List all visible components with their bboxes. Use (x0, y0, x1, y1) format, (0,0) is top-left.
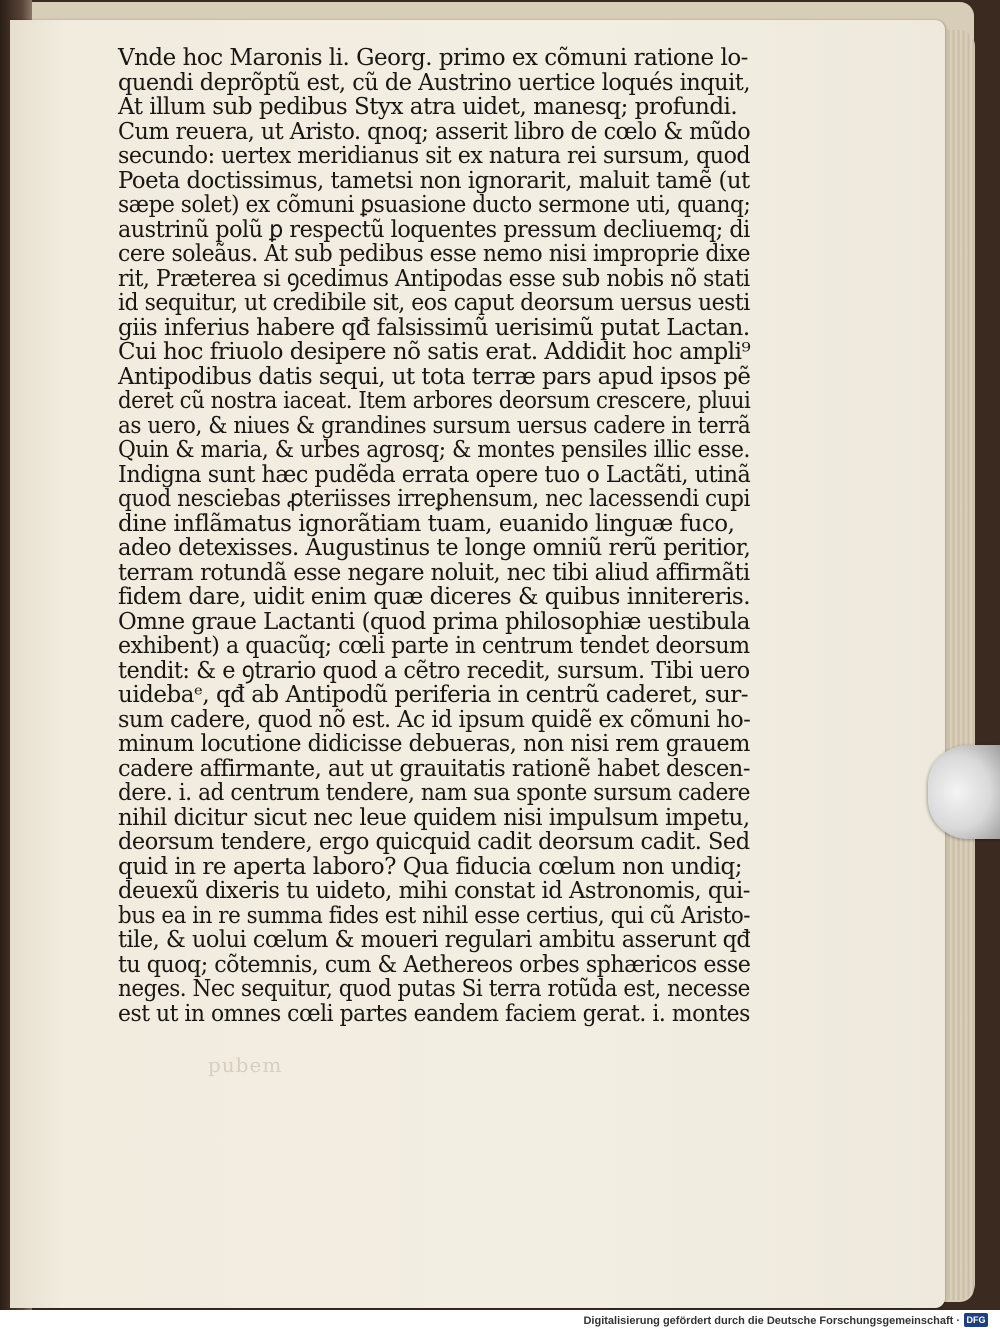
text-line: deorsum tendere, ergo quicquid cadit deorsum cadit. Sed (118, 829, 750, 855)
text-line: Vnde hoc Maronis li. Georg. primo ex cõmuni ratione lo- (118, 45, 748, 71)
text-line: sæpe solet) ex cõmuni ꝑsuasione ducto sermone uti, quanq; (118, 192, 751, 218)
page-text-block (118, 46, 750, 1026)
text-line: dine inflãmatus ignorãtiam tuam, euanido linguæ fuco, (118, 510, 735, 537)
text-line: cadere affirmante, aut ut grauitatis rationẽ habet descen- (118, 755, 750, 782)
text-line: terram rotundã esse negare noluit, nec tibi aliud affirmãti (118, 559, 750, 586)
text-line: Indigna sunt hæc pudẽda errata opere tuo o Lactãti, utinã (118, 461, 751, 488)
bleed-through-text: pubem (208, 1053, 283, 1077)
text-line: tu quoq; cõtemnis, cum & Aethereos orbes sphæricos esse (118, 951, 751, 978)
text-line: adeo detexisses. Augustinus te longe omniũ rerũ peritior, (118, 535, 751, 561)
text-line: Cui hoc friuolo desipere nõ satis erat. Addidit hoc ampli⁹ (118, 339, 751, 365)
text-line: id sequitur, ut credibile sit, eos caput deorsum uersus uesti (118, 290, 750, 316)
text-line: bus ea in re summa fides est nihil esse certius, qui cũ Aristo- (118, 902, 751, 929)
text-line: Cum reuera, ut Aristo. qnoq; asserit libro de cœlo & mũdo (118, 118, 751, 145)
text-line: Antipodibus datis sequi, ut tota terræ pars apud ipsos pẽ (118, 363, 751, 390)
text-line: uidebaᵉ, qđ ab Antipodũ periferia in centrũ caderet, sur- (118, 682, 749, 708)
text-line: tile, & uolui cœlum & moueri regulari ambitu asserunt qđ (118, 927, 751, 953)
text-line: giis inferius habere qđ falsissimũ uerisimũ putat Lactan. (118, 314, 750, 341)
text-line: cere soleãus. At sub pedibus esse nemo nisi improprie dixe (118, 241, 750, 267)
dfg-logo: DFG (964, 1313, 988, 1327)
text-line: minum locutione didicisse debueras, non nisi rem grauem (118, 731, 750, 757)
text-line: deret cũ nostra iaceat. Item arbores deorsum crescere, pluui (118, 388, 751, 414)
text-line: nihil dicitur sicut nec leue quidem nisi impulsum impetu, (118, 804, 750, 831)
text-line: At illum sub pedibus Styx atra uidet, manesq; profundi. (118, 94, 738, 120)
text-line: exhibent) a quacũq; cœli parte in centrum tendet deorsum (118, 633, 750, 659)
text-line: as uero, & niues & grandines sursum uersus cadere in terrã (118, 412, 751, 439)
page-clip (928, 745, 1000, 839)
text-line: austrinũ polũ ꝑ respectũ loquentes pressum decliuemq; di (118, 216, 750, 243)
footer-credit: Digitalisierung gefördert durch die Deutsche Forschungsgemeinschaft · (583, 1315, 960, 1327)
text-line: Poeta doctissimus, tametsi non ignorarit, maluit tamẽ (ut (118, 167, 750, 194)
text-line: tendit: & e ꝯtrario quod a cẽtro recedit, sursum. Tibi uero (118, 657, 750, 684)
text-line: quendi deprõptũ est, cũ de Austrino uertice loqués inquit, (118, 69, 750, 96)
page-edges (945, 30, 975, 1300)
text-line: Quin & maria, & urbes agrosq; & montes pensiles illic esse. (118, 437, 750, 463)
text-line: est ut in omnes cœli partes eandem faciem gerat. i. montes (118, 1000, 750, 1027)
text-line: sum cadere, quod nõ est. Ac id ipsum quidẽ ex cõmuni ho- (118, 706, 751, 733)
text-line: quod nesciebas ꝓteriisses irreꝑhensum, nec lacessendi cupi (118, 486, 750, 512)
text-line: secundo: uertex meridianus sit ex natura rei sursum, quod (118, 143, 751, 169)
text-line: fidem dare, uidit enim quæ diceres & quibus innitereris. (118, 584, 751, 610)
text-line: neges. Nec sequitur, quod putas Si terra rotũda est, necesse (118, 976, 750, 1002)
text-line: dere. i. ad centrum tendere, nam sua sponte sursum cadere (118, 780, 751, 806)
text-line: rit, Præterea si ꝯcedimus Antipodas esse sub nobis nõ stati (118, 265, 750, 292)
text-line: Omne graue Lactanti (quod prima philosophiæ uestibula (118, 608, 750, 635)
text-line: quid in re aperta laboro? Qua fiducia cœlum non undiq; (118, 853, 742, 880)
text-line: deuexũ dixeris tu uideto, mihi constat id Astronomis, qui- (118, 878, 750, 904)
